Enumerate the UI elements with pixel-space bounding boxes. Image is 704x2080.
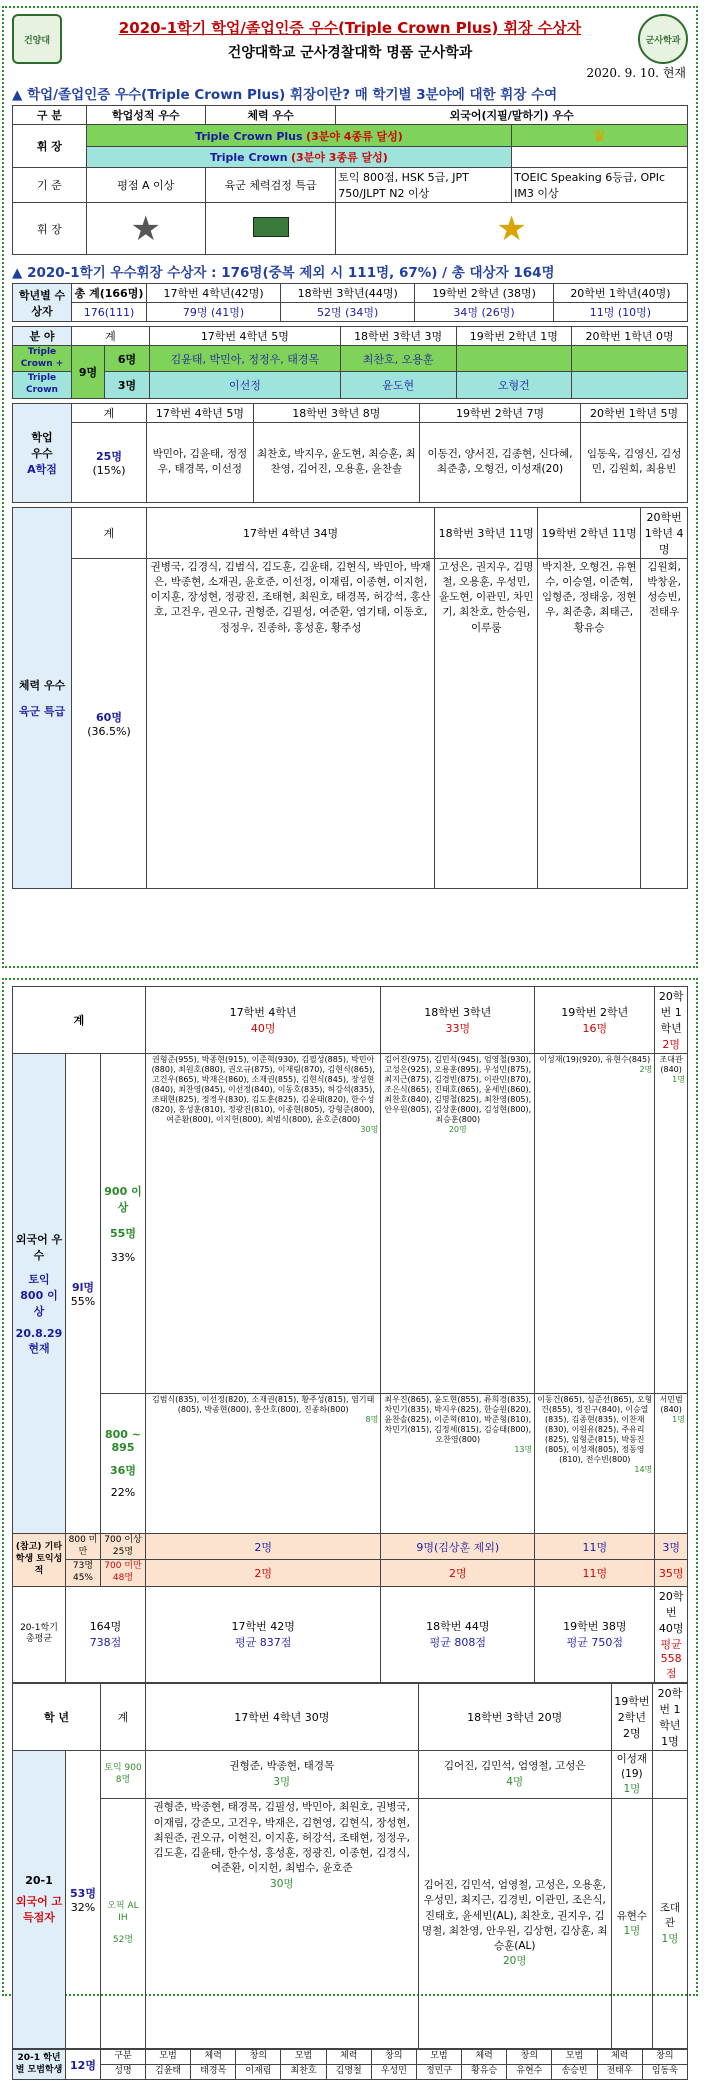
- c17: 2명: [146, 1534, 381, 1560]
- count: 53명: [70, 1887, 96, 1901]
- total-col: 계: [72, 327, 150, 346]
- names: 최우진(865), 윤도현(855), 류희경(835), 차민기(835), 박지우(825), 한승원(820), 윤찬솔(825), 이준혁(810), 박준형(810), 차민기(815), 김정세(815), 김승태(800), 오찬영(800): [384, 1395, 532, 1444]
- h19: 19학번 2학년 11명: [538, 507, 641, 558]
- language-count: [66, 1054, 101, 1534]
- cat: 창의: [642, 2050, 687, 2065]
- crown-icon: ♛: [512, 125, 688, 147]
- empty-cell: [512, 147, 688, 168]
- tc-17: 이선정: [150, 372, 341, 398]
- model-count: 12명: [66, 2050, 101, 2079]
- col-physical: 체력 우수: [205, 106, 335, 125]
- tcp-17: 김윤태, 박민아, 정정우, 태경목: [150, 346, 341, 372]
- c17-header: 17학번 4학년 5명: [150, 327, 341, 346]
- h18: [381, 987, 535, 1054]
- s18: [381, 1586, 535, 1682]
- tier-a-20: [655, 1054, 688, 1394]
- opic-count: 52명: [112, 1934, 134, 1945]
- page-subtitle: 건양대학교 군사경찰대학 명품 군사학과: [227, 44, 473, 61]
- g17-value: 79명 (41명): [147, 303, 281, 322]
- h20: 20학번 1학년 5명: [581, 403, 688, 422]
- cat: 모범: [146, 2050, 191, 2065]
- tc-bar: [86, 147, 511, 168]
- h17: 17학번 4학년 5명: [147, 403, 254, 422]
- h17: [146, 987, 381, 1054]
- h17-label: 17학번 4학년: [229, 1006, 297, 1019]
- physical-sub: 육군 특급: [18, 704, 66, 718]
- count: 1명: [661, 1932, 679, 1945]
- tc-18: 윤도현: [340, 372, 456, 398]
- academic-count: [72, 422, 147, 502]
- tc-19: 오형건: [456, 372, 572, 398]
- hs-label-2: 외국어 고득점자: [15, 1895, 63, 1925]
- h18: 18학번 3학년 20명: [418, 1683, 611, 1750]
- tcp-row-label: Triple Crown +: [13, 346, 72, 372]
- names-19: 박지찬, 오형건, 유현수, 이승열, 이준혁, 임형준, 정태웅, 정현우, 최준총, 최태근, 황유승: [538, 558, 641, 888]
- t19: [611, 1750, 652, 1799]
- o18: [418, 1799, 611, 2049]
- row-emblem: 휘 장: [13, 125, 87, 168]
- h17: 17학번 4학년 30명: [146, 1683, 419, 1750]
- count: 20명: [502, 1955, 527, 1968]
- row-badge: 휘 장: [13, 203, 87, 255]
- g18-value: 52명 (34명): [281, 303, 415, 322]
- names: 김범식(835), 이선정(820), 소재권(815), 황주성(815), 염기태(805), 박종현(800), 홍산호(800), 진종하(800): [152, 1395, 375, 1414]
- student-name: 황유승: [462, 2065, 507, 2080]
- hs-label-1: 20-1: [25, 1874, 53, 1888]
- g20-header: 20학번 1학년(40명): [553, 284, 687, 303]
- student-name: 김명철: [326, 2065, 371, 2080]
- academic-label-3: A학점: [27, 462, 57, 476]
- tcp-label: Triple Crown Plus: [195, 129, 303, 143]
- count: 60명: [96, 710, 122, 724]
- cat: 창의: [236, 2050, 281, 2065]
- row-criteria: 기 준: [13, 168, 87, 203]
- tier-a-count: 55명: [110, 1227, 136, 1240]
- names: 서민범(840): [659, 1395, 683, 1414]
- student-name: 임동욱: [642, 2065, 687, 2080]
- pct: (15%): [92, 463, 126, 477]
- cat: 모범: [416, 2050, 461, 2065]
- academic-label: [13, 403, 72, 502]
- h17: 17학번 4학년 34명: [147, 507, 435, 558]
- names: 이성재(19)(920), 유현수(845): [539, 1055, 651, 1064]
- h20-label: 20학번 1학년: [658, 990, 684, 1035]
- d17: 2명: [146, 1560, 381, 1586]
- names: 권형준, 박종현, 태경목: [229, 1760, 335, 1773]
- s18-avg: 평균 808점: [429, 1636, 486, 1650]
- total-col: 계: [13, 987, 146, 1054]
- count: 30명: [270, 1877, 294, 1890]
- names-20: 김원회, 박창윤, 성승빈, 전태우: [641, 558, 688, 888]
- hs-count: [66, 1750, 101, 2049]
- tier-a-18: [381, 1054, 535, 1394]
- academic-label-2: 우수: [31, 446, 53, 460]
- model-student-table: [12, 2049, 688, 2079]
- section-heading-definition: ▲ 학업/졸업인증 우수(Triple Crown Plus) 휘장이란? 매 학기별 3분야에 대한 휘장 수여: [12, 87, 558, 103]
- logo-text: 군사학과: [645, 35, 681, 46]
- c19-header: 19학번 2학년 1명: [456, 327, 572, 346]
- total-value: 176(111): [72, 303, 147, 322]
- pct: 55%: [70, 1295, 96, 1308]
- tc-label: Triple Crown: [210, 151, 288, 164]
- col-grade: 학 년: [13, 1683, 101, 1750]
- o20: [652, 1799, 687, 2049]
- crit-physical: 육군 체력검정 특급: [205, 168, 335, 203]
- university-logo: [12, 14, 62, 64]
- s20: [655, 1586, 688, 1682]
- opic-tier: [101, 1799, 146, 2049]
- g17-header: 17학번 4학년(42명): [147, 284, 281, 303]
- crit-academic: 평점 A 이상: [86, 168, 205, 203]
- h19: [535, 987, 655, 1054]
- c19: 11명: [535, 1534, 655, 1560]
- names: 김어진(975), 김민석(945), 엄영철(930), 고성은(925), 오용훈(895), 우성민(875), 최지근(875), 김경빈(875), 이관민(870), 조은식(865), 진태호(865), 윤세빈(860), 최찬호(840), 김명철(825), 최찬영(805), 안우원(805), 김상훈(800), 김성현(800), 최승훈(800): [384, 1055, 532, 1124]
- count: 9l명: [71, 1281, 95, 1294]
- count: 3명: [273, 1775, 291, 1788]
- total-col: 계: [101, 1683, 146, 1750]
- g18-header: 18학번 3학년(44명): [281, 284, 415, 303]
- pct: (36.5%): [87, 724, 131, 738]
- student-name: 유현수: [507, 2065, 552, 2080]
- tc-20: [572, 372, 688, 398]
- s19-avg: 평균 750점: [566, 1636, 623, 1650]
- total-col: 계: [72, 403, 147, 422]
- names-18: 고성은, 권지우, 김명철, 오용훈, 우성민, 윤도현, 이관민, 차민기, 최찬호, 한승원, 이루룸: [435, 558, 538, 888]
- header: [4, 8, 696, 64]
- tier-b-18: [381, 1394, 535, 1534]
- sum-avg: 738점: [89, 1636, 122, 1650]
- h18-count: 33명: [445, 1022, 471, 1035]
- names: 이동건(865), 심준선(865), 오형건(855), 정진구(840), 이승열(835), 김종현(835), 이찬재(830), 이원유(825), 주유리(825), 임형준(815), 박동진(805), 이성재(805), 정동영(810), 전수빈(800): [537, 1395, 653, 1464]
- crit-lang1: 토익 800점, HSK 5급, JPT 750/JLPT N2 이상: [336, 168, 512, 203]
- count: 4명: [506, 1775, 524, 1788]
- grade-label: 학년별 수상자: [13, 284, 72, 322]
- high-scorer-table: [12, 1683, 688, 2050]
- student-name: 김윤태: [146, 2065, 191, 2080]
- d19: 11명: [535, 1560, 655, 1586]
- sum-label: 20-1학기 총평균: [13, 1586, 66, 1682]
- cat: 모범: [281, 2050, 326, 2065]
- toeic-count: 8명: [115, 1774, 131, 1785]
- tier-a-17: [146, 1054, 381, 1394]
- names-17: 박민아, 김윤태, 정정우, 태경목, 이선정: [147, 422, 254, 502]
- poster-frame-top: [2, 6, 698, 968]
- col-academic: 학업성적 우수: [86, 106, 205, 125]
- student-name: 정민구: [416, 2065, 461, 2080]
- physical-badge-icon: [205, 203, 335, 255]
- tcp-20: [572, 346, 688, 372]
- c18: 9명(김상훈 제외): [381, 1534, 535, 1560]
- s18-label: 18학번 44명: [426, 1620, 490, 1634]
- crit-lang2: TOEIC Speaking 6등급, OPIc IM3 이상: [512, 168, 688, 203]
- tier-b-19: [535, 1394, 655, 1534]
- names: 유현수: [616, 1909, 648, 1922]
- t17: [146, 1750, 419, 1799]
- names-18: 최찬호, 박지우, 윤도현, 최승훈, 최찬영, 김어진, 오용훈, 윤찬솔: [253, 422, 419, 502]
- tc-row-label: Triple Crown: [13, 372, 72, 398]
- toeic-tier: [101, 1750, 146, 1799]
- gubun: 구분: [101, 2050, 146, 2065]
- cat: 체력: [326, 2050, 371, 2065]
- count: 8명: [365, 1415, 379, 1424]
- tier-a-19: [535, 1054, 655, 1394]
- h17-count: 40명: [250, 1022, 276, 1035]
- ref-800: 800 미만: [66, 1534, 101, 1560]
- language-label: [13, 1054, 66, 1534]
- names: 조대관(840): [659, 1055, 683, 1074]
- academic-table: [12, 403, 688, 503]
- sum-cell: [66, 1586, 146, 1682]
- tcp-19: [456, 346, 572, 372]
- grade-summary-table: [12, 283, 688, 322]
- triple-crown-table: [12, 326, 688, 399]
- lang-label: 외국어 우수: [15, 1233, 63, 1262]
- tier-b-pct: 22%: [110, 1486, 136, 1499]
- physical-count: [72, 558, 147, 888]
- names-17: 권병국, 김경식, 김범식, 김도훈, 김윤태, 김현식, 박민아, 박재은, 박종현, 소재권, 윤호준, 이선정, 이재림, 이종현, 이지헌, 이지훈, 장성현, 정광진, 조태현, 최원호, 태경목, 허강석, 홍산호, 고건우, 권오규, 권형준, 김필성, 여준환, 염기태, 이동호, 정정우, 진종하, 홍성훈, 황주성: [147, 558, 435, 888]
- g20-value: 11명 (10명): [553, 303, 687, 322]
- page-title: 2020-1학기 학업/졸업인증 우수(Triple Crown Plus) 휘장 수상자: [118, 18, 582, 37]
- c-range: 700 이상 25명: [101, 1534, 146, 1560]
- h18: 18학번 3학년 8명: [253, 403, 419, 422]
- s17: [146, 1586, 381, 1682]
- names-20: 임동욱, 김영신, 김성민, 김원회, 최용빈: [581, 422, 688, 502]
- tier-b-17: [146, 1394, 381, 1534]
- sum-count: 164명: [89, 1620, 122, 1634]
- date-stamp: 2020. 9. 10. 현재: [586, 66, 686, 80]
- language-table: [12, 986, 688, 1683]
- c20-header: 20학번 1학년 0명: [572, 327, 688, 346]
- student-name: 송승빈: [552, 2065, 597, 2080]
- opic-label: 오픽 AL IH: [107, 1901, 139, 1924]
- col-language: 외국어(지필/말하기) 우수: [336, 106, 688, 125]
- s19-label: 19학번 38명: [563, 1620, 627, 1634]
- h19-count: 16명: [582, 1022, 608, 1035]
- d20: 35명: [655, 1560, 688, 1586]
- o19: [611, 1799, 652, 2049]
- tier-b-count: 36명: [110, 1464, 136, 1477]
- names: 이성재(19): [616, 1752, 648, 1780]
- count: 20명: [448, 1125, 467, 1134]
- tcp-18: 최찬호, 오용훈: [340, 346, 456, 372]
- tier-b-20: [655, 1394, 688, 1534]
- tier-b: [101, 1394, 146, 1534]
- cat: 모범: [552, 2050, 597, 2065]
- student-name: 이재림: [236, 2065, 281, 2080]
- pct: 32%: [70, 1901, 96, 1915]
- names-19: 이동건, 양서진, 김종현, 신다혜, 최준총, 오형건, 이성재(20): [419, 422, 580, 502]
- count: 1명: [623, 1783, 641, 1796]
- section-heading-winners: ▲ 2020-1학기 우수휘장 수상자 : 176명(중복 제외 시 111명, 67%) / 총 대상자 164명: [12, 265, 555, 281]
- h19: 19학번 2학년 2명: [611, 1683, 652, 1750]
- emblem-definition-table: [12, 105, 688, 255]
- tc-note: (3분야 3종류 달성): [291, 151, 388, 164]
- col-gubun: 구 분: [13, 106, 87, 125]
- cat: 체력: [597, 2050, 642, 2065]
- names: 권형준(955), 박종현(915), 이준혁(930), 김필성(885), 박민아(880), 최원호(880), 권오규(875), 이재림(870), 김현식(865), 고건우(865), 박재은(860), 소재권(855), 김현식(845), 장성현(840), 최찬영(845), 이선정(840), 이동호(835), 허강석(835), 조태현(825), 정정우(830), 김도훈(825), 김윤태(820), 한수성(820), 홍성훈(810), 정광진(810), 이종현(805), 강형준(800), 여준환(800), 이지헌(800), 최범식(800), 윤호준(800): [151, 1055, 375, 1124]
- s20-label: 20학번 40명: [658, 1589, 684, 1635]
- ref-pct: 73명 45%: [66, 1560, 101, 1586]
- t18: [418, 1750, 611, 1799]
- student-name: 태경목: [191, 2065, 236, 2080]
- c18-header: 18학번 3학년 3명: [340, 327, 456, 346]
- d-range: 700 미만 48명: [101, 1560, 146, 1586]
- tier-a-range: 900 이상: [104, 1185, 142, 1214]
- count: 13명: [514, 1445, 533, 1454]
- six-count: 6명: [105, 346, 150, 372]
- count: 1명: [672, 1415, 685, 1424]
- cat: 창의: [371, 2050, 416, 2065]
- count: 25명: [96, 449, 122, 463]
- s20-avg: 평균 558점: [660, 1637, 682, 1680]
- total-label: 총 계(166명): [72, 284, 147, 303]
- tcp-note: (3분야 4종류 달성): [306, 129, 403, 143]
- o17: [146, 1799, 419, 2049]
- nine-count: 9명: [72, 346, 105, 399]
- h20: 20학번 1학년 4명: [641, 507, 688, 558]
- tier-a: [101, 1054, 146, 1394]
- silver-star-icon: ★: [86, 203, 205, 255]
- names: 조대관: [659, 1902, 681, 1930]
- poster-frame-bottom: [2, 978, 698, 2077]
- s17-avg: 평균 837점: [234, 1636, 292, 1650]
- cat: 창의: [507, 2050, 552, 2065]
- student-name: 전태우: [597, 2065, 642, 2080]
- h20: [655, 987, 688, 1054]
- name-row: 성명: [101, 2065, 146, 2080]
- student-name: 최찬호: [281, 2065, 326, 2080]
- h20-count: 2명: [662, 1038, 680, 1051]
- s17-label: 17학번 42명: [231, 1620, 295, 1634]
- tcp-bar: [86, 125, 511, 147]
- total-col: 계: [72, 507, 147, 558]
- h18: 18학번 3학년 11명: [435, 507, 538, 558]
- count: 1명: [623, 1924, 641, 1937]
- h20: 20학번 1학년 1명: [652, 1683, 687, 1750]
- title-box: [62, 17, 638, 62]
- ref-label: (참고) 기타학생 토익성적: [13, 1534, 66, 1587]
- cat: 체력: [462, 2050, 507, 2065]
- field-label: 분 야: [13, 327, 72, 346]
- names: 권형준, 박종현, 태경목, 김필성, 박민아, 최원호, 권병국, 이재림, 강준모, 고건우, 박재은, 김현영, 김현식, 장성현, 최원준, 권오규, 이현진, 이지훈, 허강석, 조태현, 정정우, 김도훈, 김윤태, 한수성, 홍성훈, 정광진, 이종현, 김경식, 여준환, 이지헌, 최범수, 윤호준: [153, 1801, 410, 1875]
- lang-date: 20.8.29 현재: [15, 1327, 63, 1355]
- three-count: 3명: [105, 372, 150, 398]
- toeic-label: 토익 900: [104, 1762, 142, 1773]
- academic-label-1: 학업: [31, 430, 53, 444]
- h19: 19학번 2학년 7명: [419, 403, 580, 422]
- d18: 2명: [381, 1560, 535, 1586]
- count: 30명: [360, 1125, 379, 1134]
- t20: [652, 1750, 687, 1799]
- g19-header: 19학번 2학년 (38명): [415, 284, 554, 303]
- physical-label-text: 체력 우수: [18, 678, 66, 692]
- model-label: 20-1 학년별 모범학생: [13, 2050, 66, 2079]
- department-logo: [638, 14, 688, 64]
- s19: [535, 1586, 655, 1682]
- logo-text: 건양대: [23, 35, 51, 46]
- count: 2명: [639, 1065, 653, 1074]
- c20: 3명: [655, 1534, 688, 1560]
- student-name: 우성민: [371, 2065, 416, 2080]
- names: 김어진, 김민석, 엄영철, 고성은, 오용훈, 우성민, 최지근, 김경빈, 이관민, 조은식, 진태호, 윤세빈(AL), 최찬호, 권지우, 김명철, 최찬영, 안우원, 김상현, 김상훈, 최승훈(AL): [421, 1879, 608, 1953]
- count: 14명: [634, 1465, 653, 1474]
- g19-value: 34명 (26명): [415, 303, 554, 322]
- lang-sub: 토익 800 이상: [20, 1273, 58, 1318]
- h19-label: 19학번 2학년: [561, 1006, 629, 1019]
- hs-label: [13, 1750, 66, 2049]
- physical-table: [12, 507, 688, 889]
- physical-label: [13, 507, 72, 888]
- gold-star-icon: ★: [336, 203, 688, 255]
- tier-b-range: 800 ~ 895: [104, 1428, 141, 1454]
- cat: 체력: [191, 2050, 236, 2065]
- names: 김어진, 김민석, 엄영철, 고성은: [443, 1760, 586, 1773]
- tier-a-pct: 33%: [110, 1251, 136, 1264]
- count: 1명: [672, 1075, 685, 1084]
- h18-label: 18학번 3학년: [424, 1006, 492, 1019]
